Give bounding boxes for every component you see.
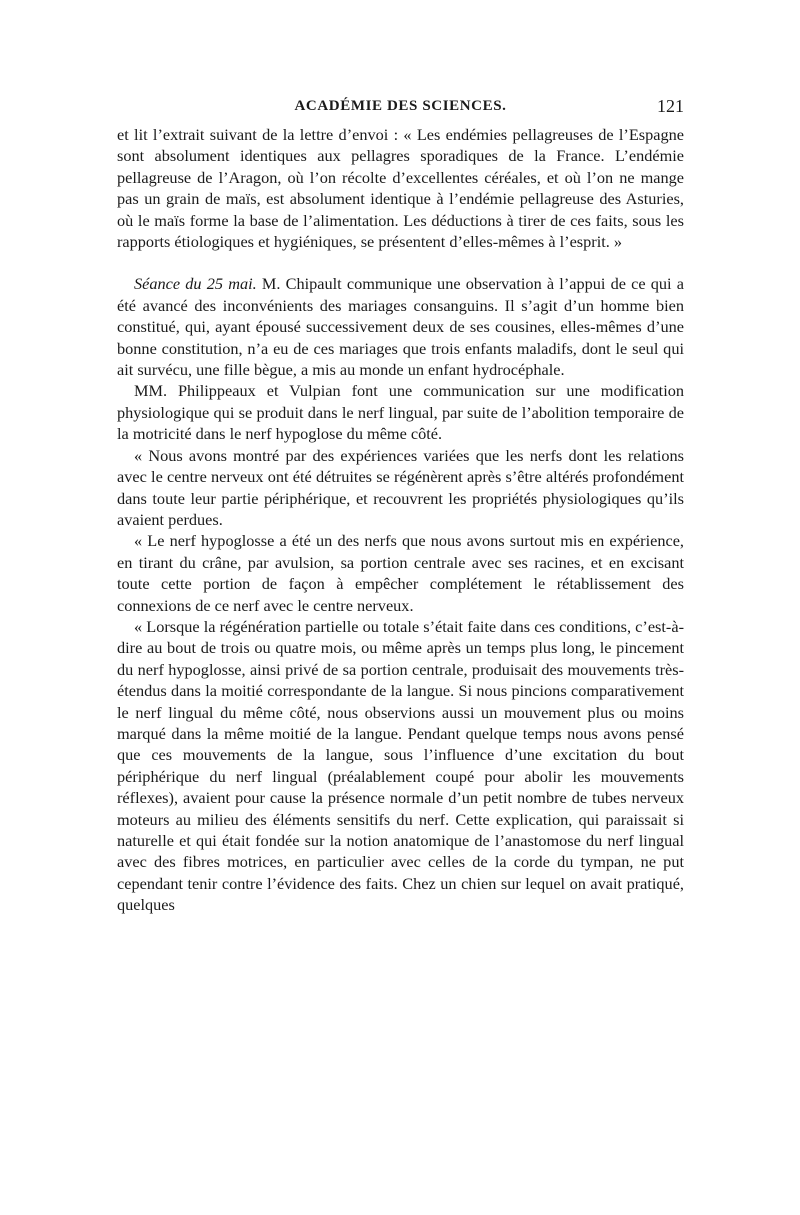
page-number: 121 <box>657 96 684 116</box>
paragraph-seance-25-mai <box>117 273 684 380</box>
paragraph-pellagra-letter: et lit l’extrait suivant de la lettre d’envoi : « Les endémies pellagreuses de l’Espagne sont absolument identiques aux pellagres sporadiques de la France. L’endémie pellagreuse de l’Aragon, où l’on récolte d’excellentes céréales, et où l’on ne mange pas un grain de maïs, est absolument identique à l’endémie pellagreuse des Asturies, où le maïs forme la base de l’alimentation. Les déductions à tirer de ces faits, sous les rapports étiologiques et hygiéniques, se présentent d’elles-mêmes à l’esprit. » <box>117 125 684 252</box>
body-text <box>117 124 684 916</box>
paragraph-nerve-regeneration: « Nous avons montré par des expériences variées que les nerfs dont les relations avec le centre nerveux ont été détruites se régénèrent après s’être altérés profondément dans toute leur partie périphérique, et recouvrent les propriétés physiologiques qu’ils avaient perdues. <box>117 445 684 529</box>
paragraph-regeneration-results: « Lorsque la régénération partielle ou totale s’était faite dans ces conditions, c’est-à-dire au bout de trois ou quatre mois, ou même après un temps plus long, le pincement du nerf hypoglosse, ainsi privé de sa portion centrale, produisait des mouvements très-étendus dans la moitié correspondante de la langue. Si nous pincions comparativement le nerf lingual du même côté, nous observions aussi un mouvement plus ou moins marqué dans la même moitié de la langue. Pendant quelque temps nous avons pensé que ces mouvements de la langue, sous l’influence d’une excitation du bout périphérique du nerf lingual (préalablement coupé pour abolir les mouvements réflexes), avaient pour cause la présence normale d’un petit nombre de tubes nerveux moteurs au milieu des éléments sensitifs du nerf. Cette explication, qui paraissait si naturelle et qui était fondée sur la notion anatomique de l’anastomose du nerf lingual avec des fibres motrices, en particulier avec celles de la corde du tympan, ne put cependant tenir contre l’évidence des faits. Chez un chien sur lequel on avait pratiqué, quelques <box>117 616 684 915</box>
session-date-label: Séance du 25 mai. <box>134 274 257 294</box>
running-title: ACADÉMIE DES SCIENCES. <box>294 98 507 114</box>
book-page <box>117 98 684 916</box>
paragraph-hypoglossal-experiment: « Le nerf hypoglosse a été un des nerfs que nous avons surtout mis en expérience, en tirant du crâne, par avulsion, sa portion centrale avec ses racines, et en excisant toute cette portion de façon à empêcher complétement le rétablissement des connexions de ce nerf avec le centre nerveux. <box>117 531 684 615</box>
running-head <box>117 98 684 124</box>
session-text: M. Chipault communique une observation à l’appui de ce qui a été avancé des inconvénients des mariages consanguins. Il s’agit d’un homme bien constitué, qui, ayant épousé successivement deux de ses cousines, elles-mêmes d’une bonne constitution, n’a eu de ces mariages que trois enfants maladifs, dont le seul qui ait survécu, une fille bègue, a mis au monde un enfant hydrocéphale. <box>117 274 684 380</box>
paragraph-philippeaux-vulpian: MM. Philippeaux et Vulpian font une communication sur une modification physiologique qui se produit dans le nerf lingual, par suite de l’abolition temporaire de la motricité dans le nerf hypoglose du même côté. <box>117 381 684 444</box>
